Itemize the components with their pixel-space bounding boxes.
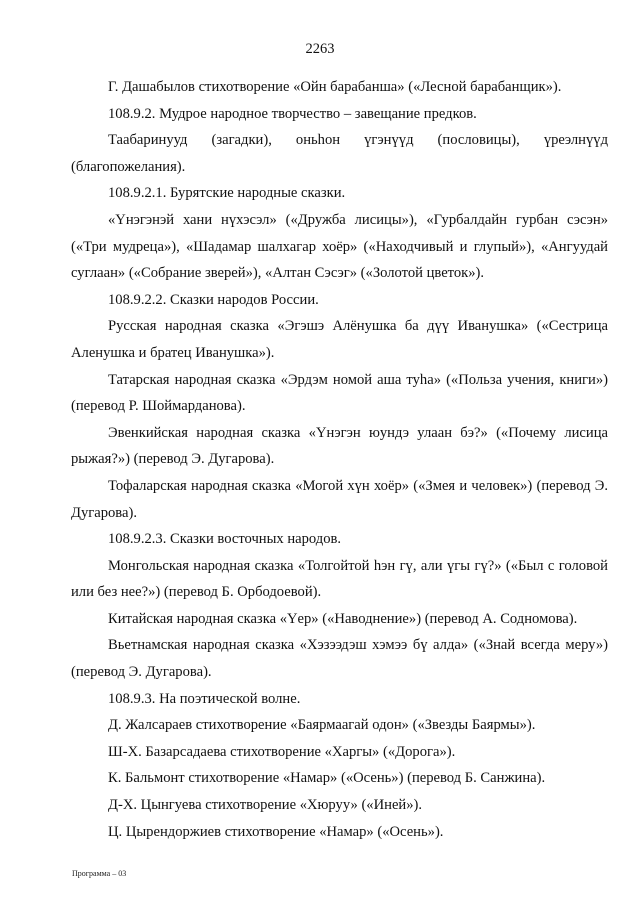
paragraph: Татарская народная сказка «Эрдэм номой аша туһа» («Польза учения, книги») (перевод Р. Шоймарданова). xyxy=(71,371,608,415)
paragraph: Китайская народная сказка «Үер» («Наводнение») (перевод А. Содномова). xyxy=(108,610,578,627)
paragraph: Вьетнамская народная сказка «Хэзээдэш хэмээ бү алда» («Знай всегда меру») (перевод Э. Дугарова). xyxy=(71,637,608,681)
paragraph: Таабаринууд (загадки), оньһон үгэнүүд (пословицы), үреэлнүүд (благопожелания). xyxy=(71,132,608,175)
paragraph: К. Бальмонт стихотворение «Намар» («Осень») (перевод Б. Санжина). xyxy=(108,770,546,787)
section-heading: 108.9.2.3. Сказки восточных народов. xyxy=(108,531,342,548)
paragraph: Г. Дашабылов стихотворение «Ойн барабанша» («Лесной барабанщик»). xyxy=(108,79,562,95)
paragraph: Д. Жалсараев стихотворение «Баярмаагай одон» («Звезды Баярмы»). xyxy=(108,717,536,734)
paragraph: Ц. Цырендоржиев стихотворение «Намар» («Осень»). xyxy=(108,823,444,840)
page-number: 2263 xyxy=(305,41,335,57)
document-body xyxy=(71,74,608,845)
section-heading: 108.9.2.1. Бурятские народные сказки. xyxy=(108,185,346,202)
footer-label: Программа – 03 xyxy=(72,869,127,878)
paragraph: Тофаларская народная сказка «Могой хүн хоёр» («Змея и человек») (перевод Э. Дугарова). xyxy=(71,477,608,521)
paragraph: Д-Х. Цынгуева стихотворение «Хюруу» («Иней»). xyxy=(108,797,423,814)
paragraph: «Үнэгэнэй хани нүхэсэл» («Дружба лисицы»), «Гурбалдайн гурбан сэсэн» («Три мудреца»), «Шадамар шалхагар хоёр» («Находчивый и глупый»), «Ангуудай суглаан» («Собрание зверей»), «Алтан Сэсэг» («Золотой цветок»). xyxy=(71,211,608,282)
paragraph: Монгольская народная сказка «Толгойтой һэн гү, али үгы гү?» («Был с головой или без нее?») (перевод Б. Орбодоевой). xyxy=(71,557,608,601)
section-heading: 108.9.2. Мудрое народное творчество – завещание предков. xyxy=(108,105,477,122)
paragraph: Ш-Х. Базарсадаева стихотворение «Харгы» («Дорога»). xyxy=(108,743,456,760)
section-heading: 108.9.3. На поэтической волне. xyxy=(108,690,301,707)
paragraph: Русская народная сказка «Эгэшэ Алёнушка ба дүү Иванушка» («Сестрица Аленушка и братец Иванушка»). xyxy=(71,318,608,361)
section-heading: 108.9.2.2. Сказки народов России. xyxy=(108,291,319,308)
paragraph: Эвенкийская народная сказка «Үнэгэн юундэ улаан бэ?» («Почему лисица рыжая?») (перевод Э. Дугарова). xyxy=(71,424,608,468)
